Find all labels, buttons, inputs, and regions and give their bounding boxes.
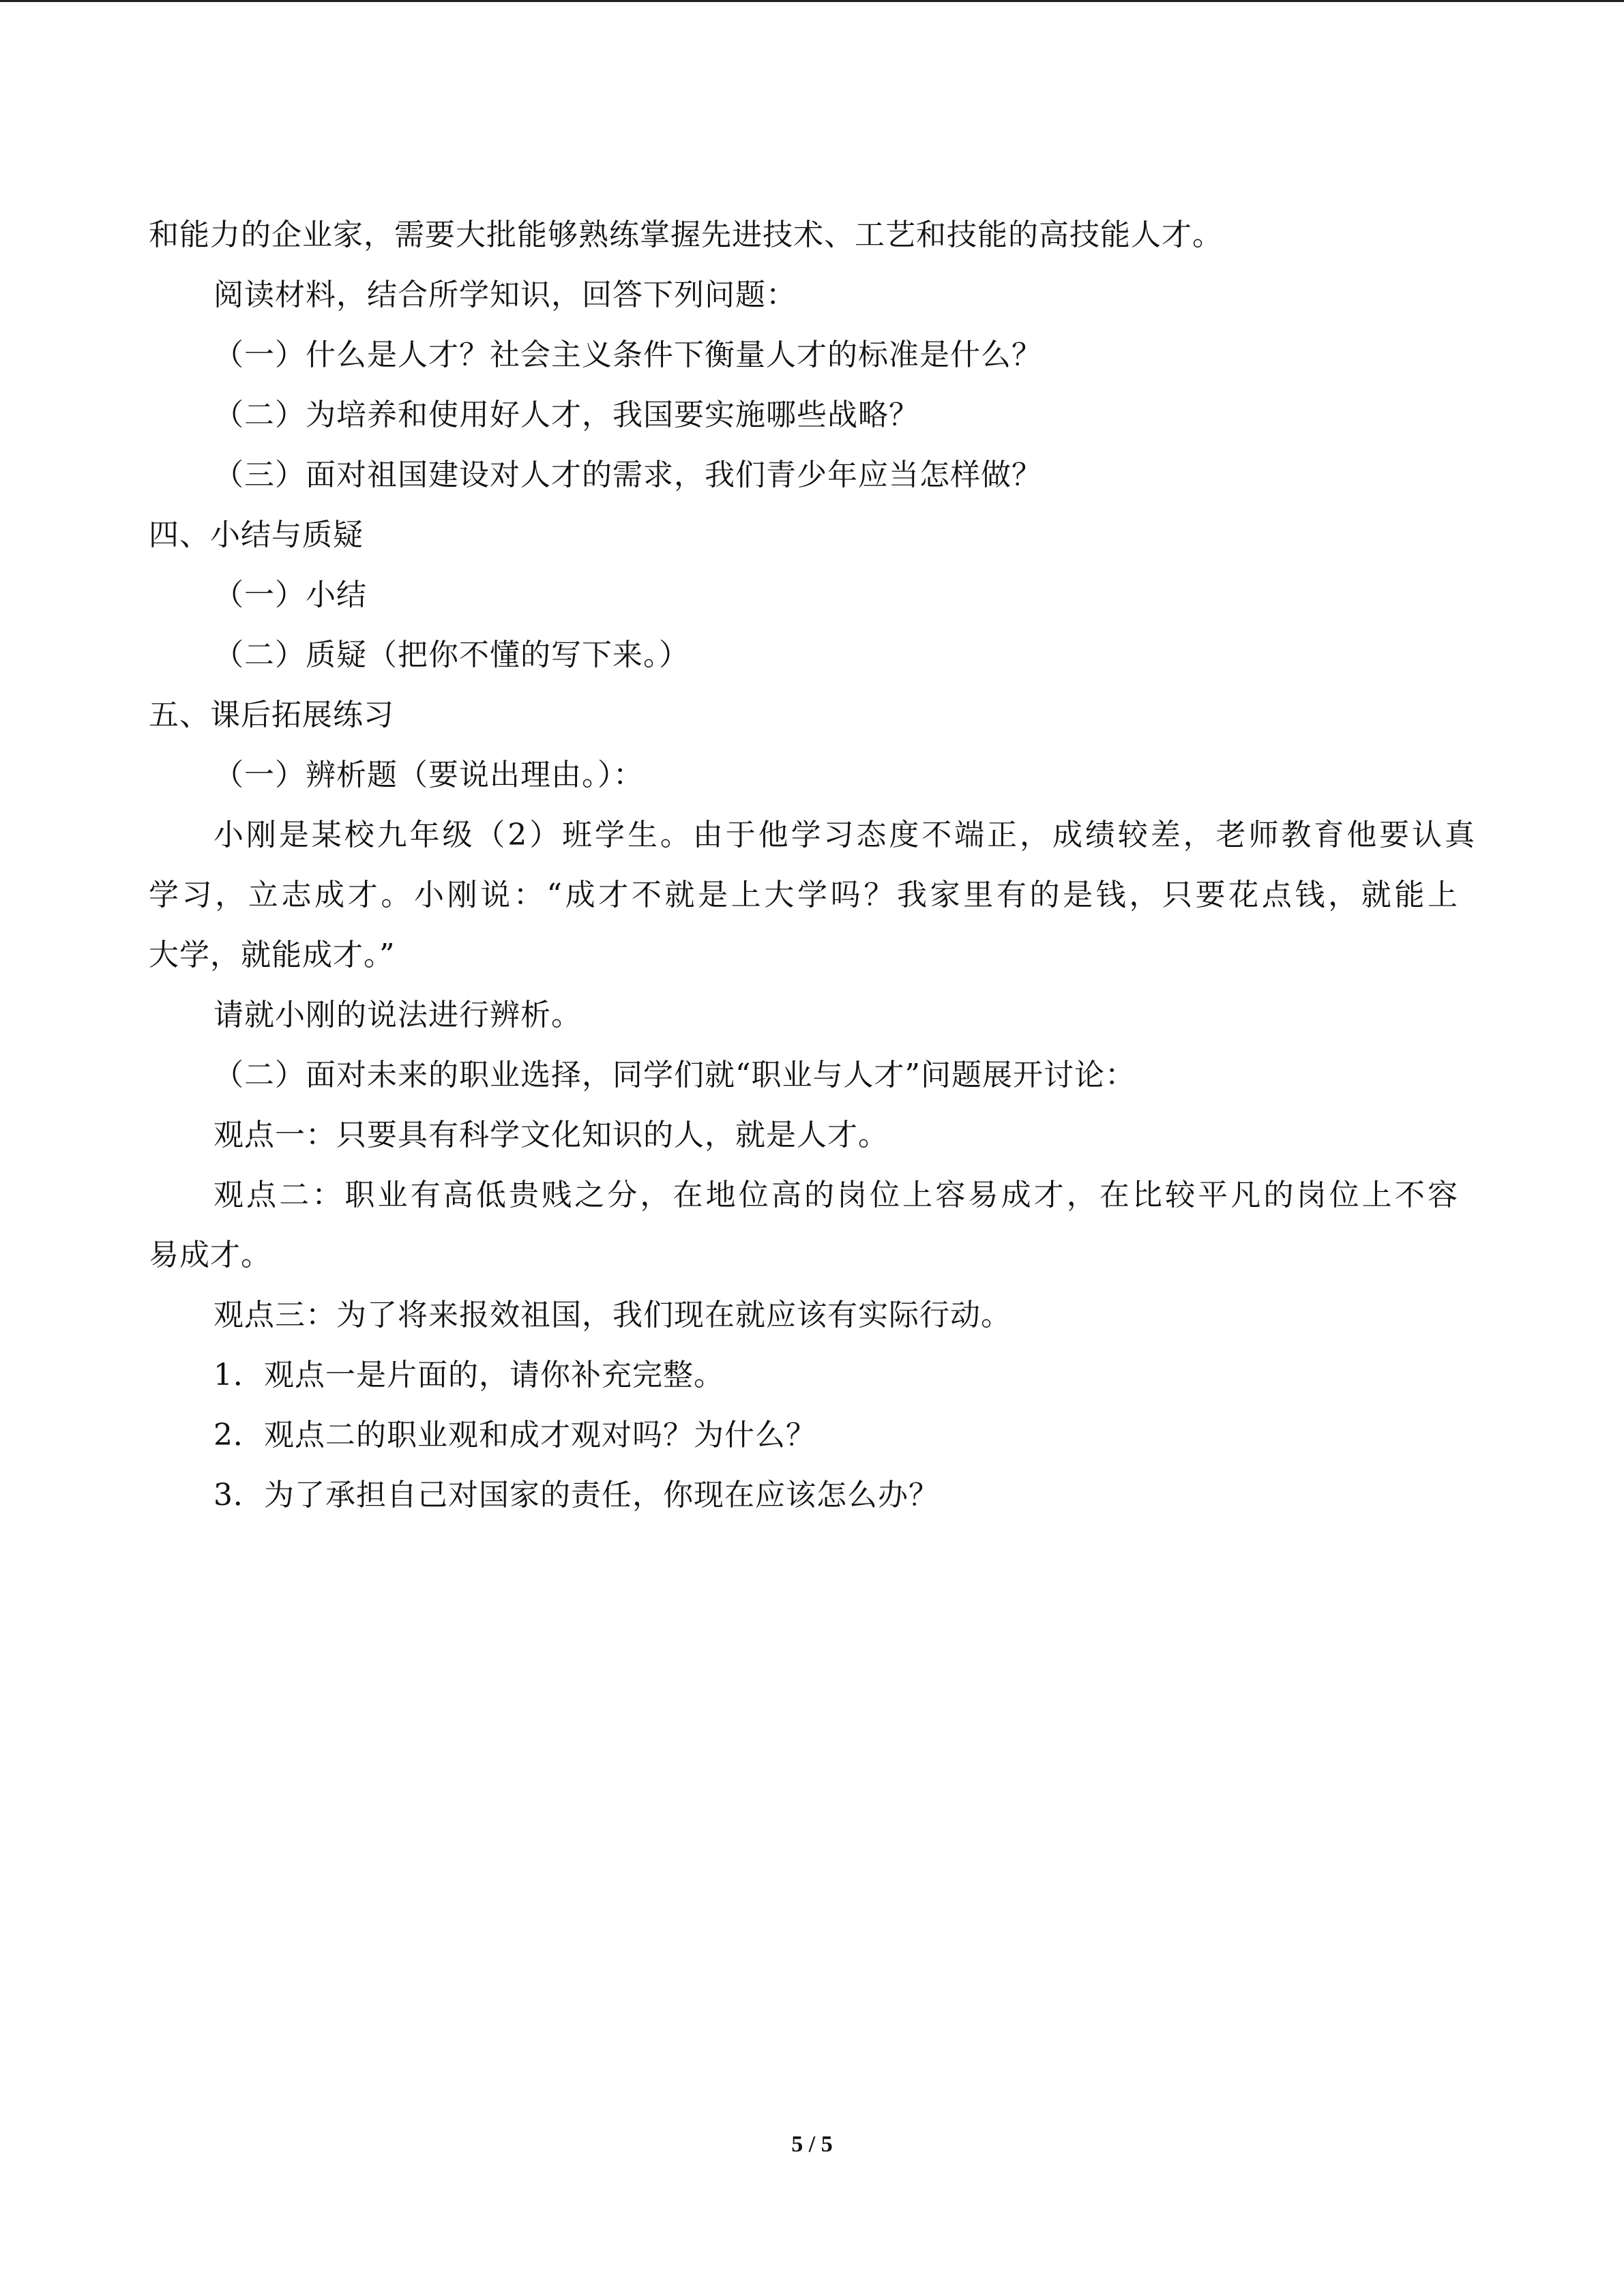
viewpoint-line: 易成才。	[149, 1238, 271, 1272]
subsection-item: （一）小结	[213, 578, 367, 612]
question-item: （二）为培养和使用好人才，我国要实施哪些战略？	[213, 398, 919, 432]
subsection-item: （二）面对未来的职业选择，同学们就“职业与人才”问题展开讨论：	[213, 1058, 1136, 1092]
paragraph-line: 小刚是某校九年级（2）班学生。由于他学习态度不端正，成绩较差，老师教育他要认真	[213, 818, 1475, 852]
subsection-item: （二）质疑（把你不懂的写下来。）	[213, 638, 690, 672]
paragraph-line: 阅读材料，结合所学知识，回答下列问题：	[213, 278, 797, 312]
question-item: （一）什么是人才？社会主义条件下衡量人才的标准是什么？	[213, 338, 1042, 372]
viewpoint-line: 观点三：为了将来报效祖国，我们现在就应该有实际行动。	[213, 1298, 1012, 1332]
paragraph-line: 请就小刚的说法进行辨析。	[213, 998, 582, 1032]
viewpoint-line: 观点二：职业有高低贵贱之分，在地位高的岗位上容易成才，在比较平凡的岗位上不容	[213, 1178, 1458, 1212]
paragraph-line: 学习，立志成才。小刚说：“成才不就是上大学吗？我家里有的是钱，只要花点钱，就能上	[149, 878, 1458, 912]
section-heading: 五、课后拓展练习	[149, 698, 394, 732]
page-number: 5 / 5	[791, 2132, 833, 2157]
paragraph-line: 和能力的企业家，需要大批能够熟练掌握先进技术、工艺和技能的高技能人才。	[149, 218, 1223, 252]
question-item: （三）面对祖国建设对人才的需求，我们青少年应当怎样做？	[213, 458, 1042, 492]
question-item: 3．为了承担自己对国家的责任，你现在应该怎么办？	[213, 1478, 939, 1512]
question-item: 1．观点一是片面的，请你补充完整。	[213, 1358, 724, 1392]
paragraph-line: 大学，就能成才。”	[149, 938, 396, 972]
viewpoint-line: 观点一：只要具有科学文化知识的人，就是人才。	[213, 1118, 889, 1152]
section-heading: 四、小结与质疑	[149, 518, 364, 552]
subsection-item: （一）辨析题（要说出理由。）：	[213, 758, 644, 792]
question-item: 2．观点二的职业观和成才观对吗？为什么？	[213, 1418, 816, 1452]
